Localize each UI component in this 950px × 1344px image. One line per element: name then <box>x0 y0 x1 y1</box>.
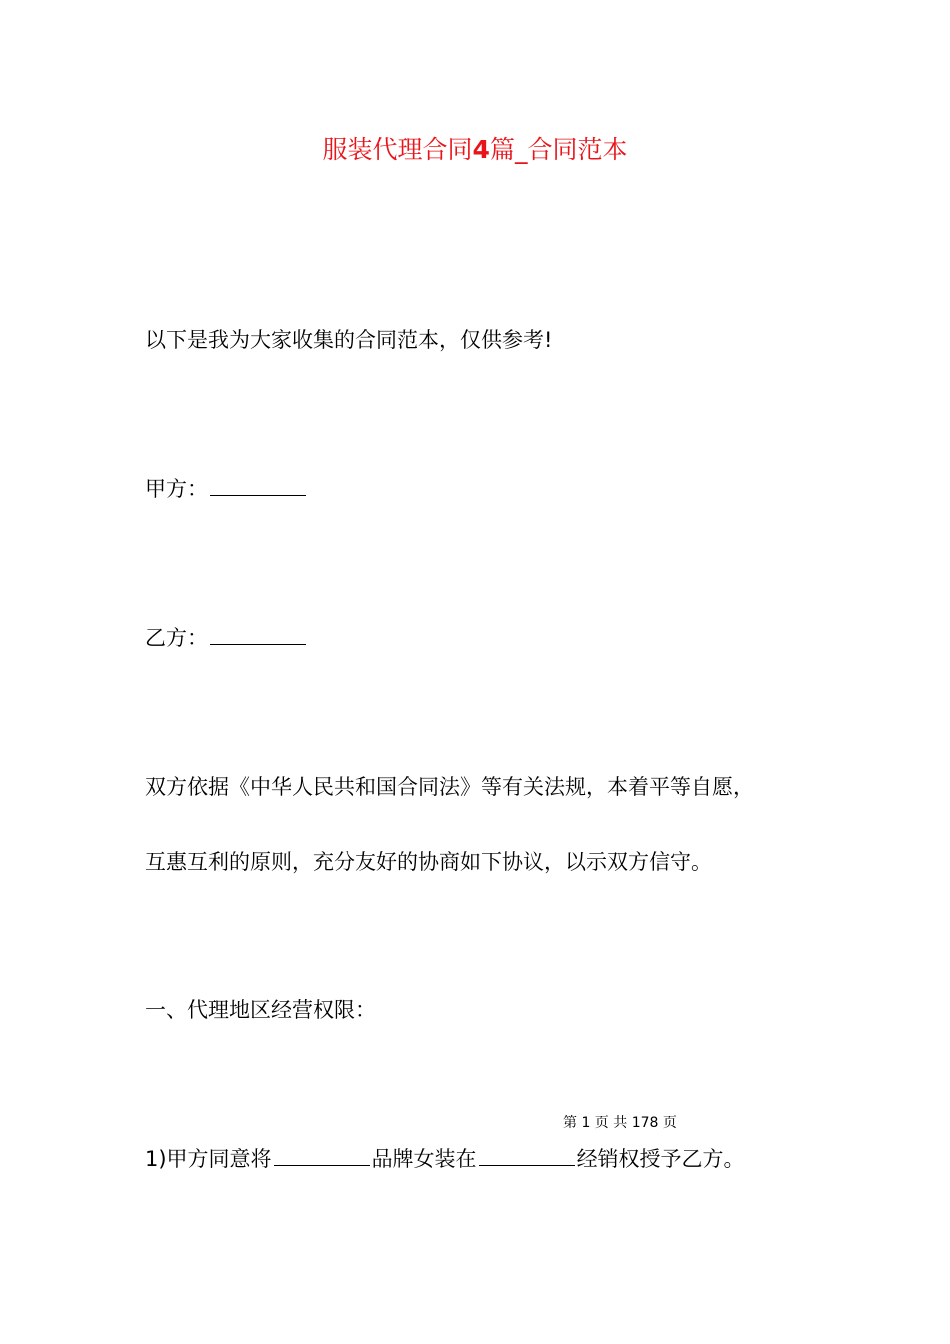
region-blank <box>479 1147 575 1166</box>
title-number: 4 <box>472 135 490 164</box>
party-b-line <box>145 623 308 653</box>
intro-text: 以下是我为大家收集的合同范本，仅供参考! <box>145 328 553 352</box>
section-heading: 一、代理地区经营权限： <box>145 998 376 1022</box>
item-1-part-3: 经销权授予乙方。 <box>576 1147 745 1171</box>
paragraph-line-2: 互惠互利的原则，充分友好的协商如下协议，以示双方信守。 <box>145 850 712 874</box>
item-1-line <box>145 1144 745 1174</box>
paragraph-line-1: 双方依据《中华人民共和国合同法》等有关法规，本着平等自愿， <box>145 775 754 799</box>
item-1-part-2: 品牌女装在 <box>371 1147 477 1171</box>
title-suffix: 篇_合同范本 <box>489 135 628 164</box>
party-b-label: 乙方： <box>145 626 208 650</box>
item-1-part-1: 1)甲方同意将 <box>145 1147 272 1171</box>
party-a-label: 甲方： <box>145 477 208 501</box>
page-footer: 第 1 页 共 178 页 <box>563 1115 677 1131</box>
party-a-line <box>145 474 308 504</box>
party-b-blank <box>210 626 306 645</box>
title-prefix: 服装代理合同 <box>322 135 473 164</box>
document-title <box>0 133 950 167</box>
party-a-blank <box>210 477 306 496</box>
brand-blank <box>274 1147 370 1166</box>
